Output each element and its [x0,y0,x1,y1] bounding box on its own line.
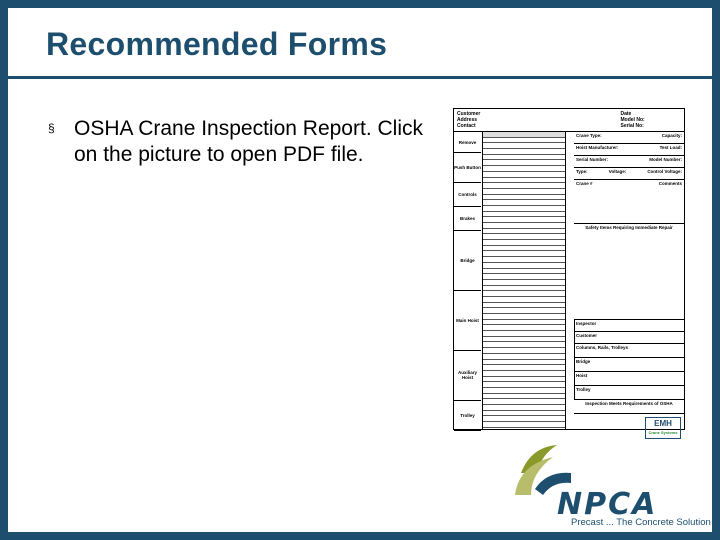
doc-group: Push Button [454,152,481,183]
doc-field: Crane # [576,181,593,186]
doc-body [454,132,684,435]
doc-field: Crane Type: [576,133,602,138]
doc-field-row [574,358,684,372]
doc-field: Model Number: [649,157,682,162]
doc-field: Comments [658,181,682,186]
bullet-item [48,116,428,168]
doc-header-serial: Serial No: [620,123,644,129]
doc-group: Brakes [454,206,481,231]
doc-field-row [574,332,684,344]
doc-checklist-column [483,132,566,430]
doc-field-row [574,400,684,414]
doc-field-row [574,320,684,332]
doc-header-address: Address [457,117,478,123]
doc-group-column [454,132,483,430]
osha-report-preview[interactable] [453,108,685,435]
doc-field-row [574,372,684,386]
doc-field: Serial Number: [576,157,609,162]
doc-field: Safety Items Requiring Immediate Repair [585,225,673,230]
doc-side-strip [566,320,575,400]
doc-field-row [574,132,684,144]
npca-tagline: Precast ... The Concrete Solution [571,517,711,528]
doc-field: Voltage: [608,169,627,174]
doc-header-date: Date [620,111,632,117]
doc-field: Trolley [576,387,591,392]
doc-field: Hoist [576,373,588,378]
npca-logo-text: NPCA [557,487,658,522]
doc-field: Bridge [576,359,591,364]
doc-header-right [521,109,685,131]
emh-logo [645,417,681,439]
doc-header-left [454,109,521,131]
doc-details-column [566,132,684,435]
doc-field: Hoist Manufacturer: [576,145,619,150]
doc-field-row [574,156,684,168]
doc-header [454,109,684,132]
doc-field-row [574,168,684,180]
bullet-text: OSHA Crane Inspection Report. Click on the picture to open PDF file. [74,117,423,166]
slide-title: Recommended Forms [46,26,388,62]
doc-header-contact: Contact [457,123,476,129]
bullet-marker: § [48,121,55,135]
doc-field-row [574,144,684,156]
doc-field: Customer [576,333,598,338]
doc-field: Control Voltage: [647,169,682,174]
doc-group: Main Hoist [454,290,481,351]
npca-logo [513,443,711,533]
emh-logo-text: EMH [654,419,672,428]
title-rule [8,76,712,79]
doc-field-row [574,344,684,358]
slide [8,8,712,532]
doc-field: Type: [576,169,588,174]
doc-group: Bridge [454,230,481,291]
emh-logo-subtext: Crane Systems [648,430,678,435]
doc-group: Trolley [454,400,481,431]
doc-field: Inspector [576,321,597,326]
doc-field: Inspection Meets Requirements of OSHA [585,401,673,406]
doc-field: Test Load: [659,145,682,150]
doc-checklist-row [483,422,565,428]
doc-header-customer: Customer [457,111,481,117]
doc-group: Controls [454,182,481,207]
doc-field: Capacity: [661,133,682,138]
doc-group: Auxiliary Hoist [454,350,481,401]
doc-field-row [574,386,684,400]
doc-field: Columns, Rails, Trolleys [576,345,629,350]
doc-group: Remove [454,132,481,153]
doc-field-row [574,180,684,224]
doc-field-row [574,224,684,320]
doc-header-model: Model No: [620,117,645,123]
